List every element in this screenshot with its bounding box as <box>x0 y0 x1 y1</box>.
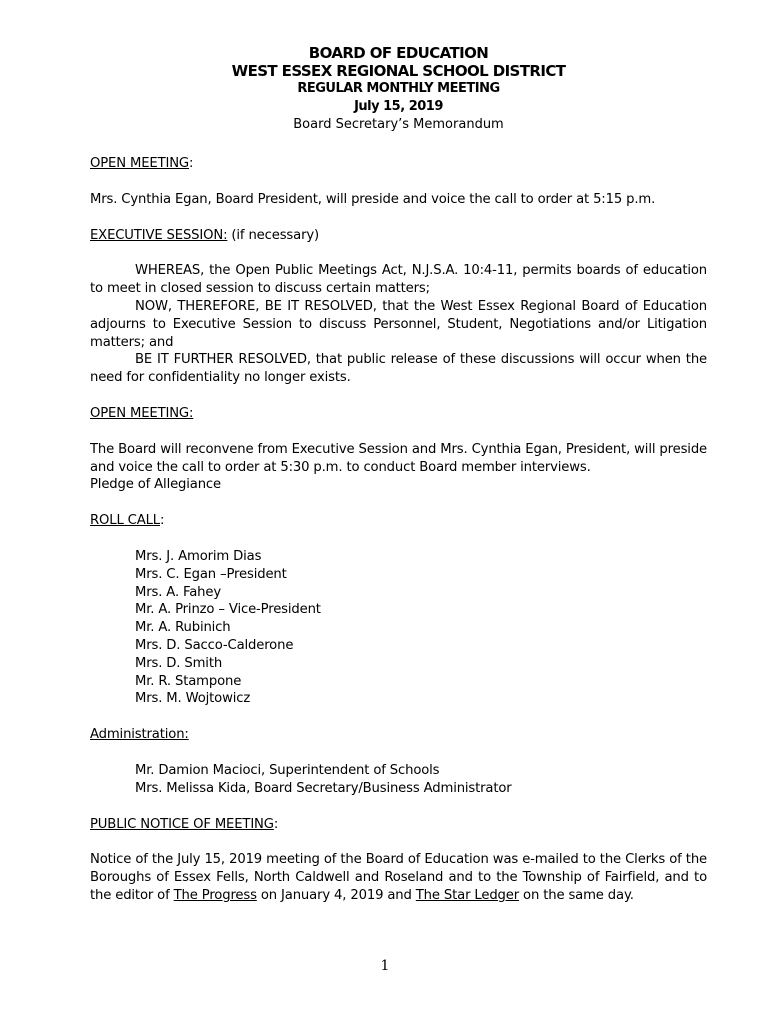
roll-call-list <box>90 548 707 708</box>
pledge-of-allegiance: Pledge of Allegiance <box>90 477 221 493</box>
roll-call-section <box>90 512 707 708</box>
list-item: Mrs. D. Smith <box>135 655 223 671</box>
header-board-title: BOARD OF EDUCATION <box>308 44 489 62</box>
administration-section <box>90 726 707 797</box>
list-item: Mrs. A. Fahey <box>135 584 222 600</box>
memo-page <box>90 44 707 905</box>
reconvene-heading: OPEN MEETING: <box>90 405 194 421</box>
list-item: Mrs. M. Wojtowicz <box>135 691 251 707</box>
further-resolved-paragraph: BE IT FURTHER RESOLVED, that public release of these discussions will occur when the need for confidentiality no longer exists. <box>90 352 707 386</box>
executive-session-heading: EXECUTIVE SESSION: (if necessary) <box>90 227 319 243</box>
open-meeting-heading: OPEN MEETING: <box>90 156 194 171</box>
header-meeting-date: July 15, 2019 <box>354 99 443 114</box>
administration-list <box>90 762 707 798</box>
newspaper-progress: The Progress <box>173 887 257 903</box>
public-notice-text: Notice of the July 15, 2019 meeting of the Board of Education was e-mailed to the Clerks of the Boroughs of Essex Fells, North Caldwell and Roseland and to the Township of Fairfield, and to the editor of The Progress on January 4, 2019 and The Star Ledger on the same day. <box>90 852 707 903</box>
list-item: Mrs. J. Amorim Dias <box>135 548 262 564</box>
reconvene-text: The Board will reconvene from Executive Session and Mrs. Cynthia Egan, President, will preside and voice the call to order at 5:30 p.m. to conduct Board member interviews. <box>90 441 707 475</box>
list-item: Mr. R. Stampone <box>135 673 242 689</box>
list-item: Mr. Damion Macioci, Superintendent of Schools <box>135 762 440 778</box>
open-meeting-text: Mrs. Cynthia Egan, Board President, will preside and voice the call to order at 5:15 p.m. <box>90 191 656 207</box>
header-district-name: WEST ESSEX REGIONAL SCHOOL DISTRICT <box>231 62 566 80</box>
list-item: Mr. A. Rubinich <box>135 620 231 636</box>
list-item: Mrs. Melissa Kida, Board Secretary/Business Administrator <box>135 780 512 796</box>
open-meeting-section <box>90 155 707 209</box>
administration-heading: Administration: <box>90 727 189 743</box>
reconvene-section <box>90 405 707 494</box>
document-header <box>90 44 707 134</box>
public-notice-section <box>90 816 707 905</box>
list-item: Mrs. C. Egan –President <box>135 566 287 582</box>
header-subtitle: Board Secretary’s Memorandum <box>293 117 504 132</box>
list-item: Mrs. D. Sacco-Calderone <box>135 637 294 653</box>
list-item: Mr. A. Prinzo – Vice-President <box>135 602 321 618</box>
executive-session-section <box>90 227 707 387</box>
resolved-paragraph: NOW, THEREFORE, BE IT RESOLVED, that the West Essex Regional Board of Education adjourns to Executive Session to discuss Personnel, Student, Negotiations and/or Litigation matters; and <box>90 298 707 350</box>
public-notice-heading: PUBLIC NOTICE OF MEETING: <box>90 816 279 832</box>
whereas-paragraph: WHEREAS, the Open Public Meetings Act, N.J.S.A. 10:4-11, permits boards of education to meet in closed session to discuss certain matters; <box>90 263 707 297</box>
newspaper-star-ledger: The Star Ledger <box>415 887 519 903</box>
roll-call-heading: ROLL CALL: <box>90 513 165 529</box>
page-number: 1 <box>380 958 390 974</box>
header-meeting-type: REGULAR MONTHLY MEETING <box>297 81 500 96</box>
